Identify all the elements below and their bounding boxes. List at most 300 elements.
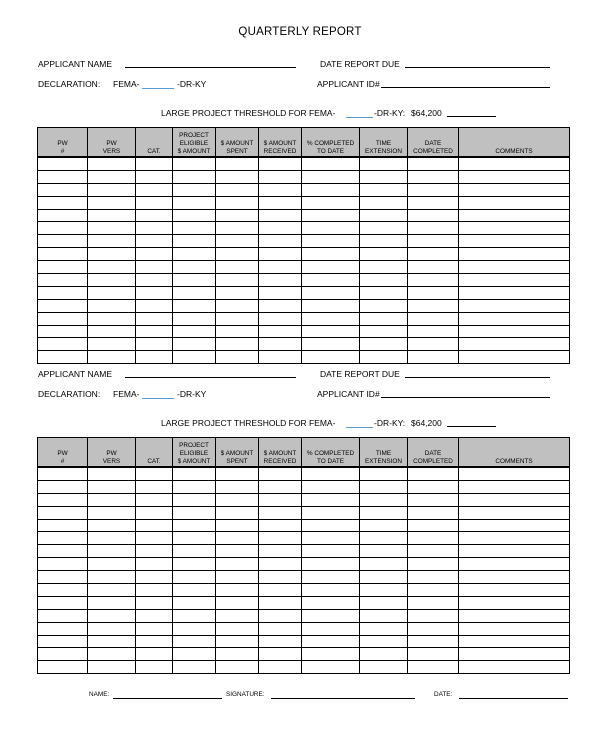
table-cell[interactable] xyxy=(302,196,360,209)
table-cell[interactable] xyxy=(408,635,459,648)
table-cell[interactable] xyxy=(136,235,173,248)
table-cell[interactable] xyxy=(136,609,173,622)
table-cell[interactable] xyxy=(173,338,216,351)
declaration-number-field[interactable] xyxy=(142,398,174,399)
table-cell[interactable] xyxy=(136,183,173,196)
table-cell[interactable] xyxy=(259,325,302,338)
table-cell[interactable] xyxy=(408,248,459,261)
table-cell[interactable] xyxy=(216,571,259,584)
table-cell[interactable] xyxy=(259,248,302,261)
table-cell[interactable] xyxy=(136,274,173,287)
table-cell[interactable] xyxy=(259,274,302,287)
table-cell[interactable] xyxy=(408,596,459,609)
table-cell[interactable] xyxy=(302,558,360,571)
table-cell[interactable] xyxy=(38,274,88,287)
table-cell[interactable] xyxy=(38,157,88,170)
table-cell[interactable] xyxy=(302,209,360,222)
table-cell[interactable] xyxy=(302,286,360,299)
table-cell[interactable] xyxy=(173,274,216,287)
table-cell[interactable] xyxy=(136,338,173,351)
table-cell[interactable] xyxy=(408,609,459,622)
table-cell[interactable] xyxy=(88,609,136,622)
table-cell[interactable] xyxy=(216,248,259,261)
table-cell[interactable] xyxy=(38,222,88,235)
table-cell[interactable] xyxy=(38,635,88,648)
table-cell[interactable] xyxy=(173,506,216,519)
table-cell[interactable] xyxy=(38,558,88,571)
table-cell[interactable] xyxy=(360,196,408,209)
table-cell[interactable] xyxy=(259,622,302,635)
table-cell[interactable] xyxy=(38,261,88,274)
table-cell[interactable] xyxy=(459,480,570,493)
table-cell[interactable] xyxy=(259,519,302,532)
table-cell[interactable] xyxy=(88,351,136,364)
threshold-fema-number-field[interactable] xyxy=(346,117,373,118)
table-cell[interactable] xyxy=(38,609,88,622)
applicant-id-field[interactable] xyxy=(381,397,550,398)
table-cell[interactable] xyxy=(459,351,570,364)
table-cell[interactable] xyxy=(360,532,408,545)
table-cell[interactable] xyxy=(302,648,360,661)
table-cell[interactable] xyxy=(216,558,259,571)
table-cell[interactable] xyxy=(216,286,259,299)
table-cell[interactable] xyxy=(302,351,360,364)
table-cell[interactable] xyxy=(38,519,88,532)
table-cell[interactable] xyxy=(136,584,173,597)
table-cell[interactable] xyxy=(88,558,136,571)
table-cell[interactable] xyxy=(38,622,88,635)
table-cell[interactable] xyxy=(173,286,216,299)
table-cell[interactable] xyxy=(302,545,360,558)
table-cell[interactable] xyxy=(360,183,408,196)
table-cell[interactable] xyxy=(136,571,173,584)
footer-signature-field[interactable] xyxy=(271,698,415,699)
table-cell[interactable] xyxy=(408,299,459,312)
table-cell[interactable] xyxy=(136,506,173,519)
table-cell[interactable] xyxy=(136,209,173,222)
table-cell[interactable] xyxy=(360,622,408,635)
table-cell[interactable] xyxy=(459,584,570,597)
table-cell[interactable] xyxy=(88,196,136,209)
table-cell[interactable] xyxy=(173,532,216,545)
table-cell[interactable] xyxy=(88,183,136,196)
applicant-name-field[interactable] xyxy=(125,377,296,378)
table-cell[interactable] xyxy=(459,532,570,545)
table-cell[interactable] xyxy=(216,661,259,674)
table-cell[interactable] xyxy=(38,351,88,364)
table-cell[interactable] xyxy=(360,274,408,287)
table-cell[interactable] xyxy=(360,519,408,532)
table-cell[interactable] xyxy=(408,170,459,183)
table-cell[interactable] xyxy=(259,183,302,196)
table-cell[interactable] xyxy=(360,351,408,364)
table-cell[interactable] xyxy=(408,519,459,532)
table-cell[interactable] xyxy=(459,286,570,299)
table-cell[interactable] xyxy=(408,312,459,325)
table-cell[interactable] xyxy=(88,571,136,584)
table-cell[interactable] xyxy=(38,480,88,493)
table-cell[interactable] xyxy=(173,571,216,584)
table-cell[interactable] xyxy=(173,467,216,480)
table-cell[interactable] xyxy=(88,209,136,222)
table-cell[interactable] xyxy=(173,235,216,248)
table-cell[interactable] xyxy=(88,338,136,351)
table-cell[interactable] xyxy=(88,648,136,661)
table-cell[interactable] xyxy=(136,648,173,661)
table-cell[interactable] xyxy=(459,183,570,196)
table-cell[interactable] xyxy=(136,545,173,558)
table-cell[interactable] xyxy=(259,609,302,622)
table-cell[interactable] xyxy=(459,519,570,532)
table-cell[interactable] xyxy=(259,584,302,597)
table-cell[interactable] xyxy=(173,299,216,312)
table-cell[interactable] xyxy=(360,596,408,609)
table-cell[interactable] xyxy=(408,584,459,597)
table-cell[interactable] xyxy=(38,286,88,299)
table-cell[interactable] xyxy=(459,596,570,609)
table-cell[interactable] xyxy=(259,338,302,351)
declaration-number-field[interactable] xyxy=(142,88,174,89)
table-cell[interactable] xyxy=(173,196,216,209)
table-cell[interactable] xyxy=(408,480,459,493)
table-cell[interactable] xyxy=(88,545,136,558)
table-cell[interactable] xyxy=(302,596,360,609)
table-cell[interactable] xyxy=(302,609,360,622)
table-cell[interactable] xyxy=(136,325,173,338)
table-cell[interactable] xyxy=(459,609,570,622)
table-cell[interactable] xyxy=(360,312,408,325)
table-cell[interactable] xyxy=(136,519,173,532)
table-cell[interactable] xyxy=(360,261,408,274)
table-cell[interactable] xyxy=(302,261,360,274)
table-cell[interactable] xyxy=(360,286,408,299)
table-cell[interactable] xyxy=(360,299,408,312)
table-cell[interactable] xyxy=(408,648,459,661)
table-cell[interactable] xyxy=(408,261,459,274)
table-cell[interactable] xyxy=(408,274,459,287)
table-cell[interactable] xyxy=(216,170,259,183)
table-cell[interactable] xyxy=(360,480,408,493)
table-cell[interactable] xyxy=(173,325,216,338)
table-cell[interactable] xyxy=(173,312,216,325)
table-cell[interactable] xyxy=(360,493,408,506)
table-cell[interactable] xyxy=(360,545,408,558)
table-cell[interactable] xyxy=(408,325,459,338)
table-cell[interactable] xyxy=(408,157,459,170)
table-cell[interactable] xyxy=(459,545,570,558)
table-cell[interactable] xyxy=(459,248,570,261)
table-cell[interactable] xyxy=(259,261,302,274)
table-cell[interactable] xyxy=(360,157,408,170)
table-cell[interactable] xyxy=(136,351,173,364)
table-cell[interactable] xyxy=(88,493,136,506)
table-cell[interactable] xyxy=(408,209,459,222)
table-cell[interactable] xyxy=(216,480,259,493)
table-cell[interactable] xyxy=(136,157,173,170)
table-cell[interactable] xyxy=(360,648,408,661)
table-cell[interactable] xyxy=(216,351,259,364)
table-cell[interactable] xyxy=(88,299,136,312)
table-cell[interactable] xyxy=(259,467,302,480)
table-cell[interactable] xyxy=(459,157,570,170)
table-cell[interactable] xyxy=(408,558,459,571)
table-cell[interactable] xyxy=(302,467,360,480)
table-cell[interactable] xyxy=(173,351,216,364)
table-cell[interactable] xyxy=(360,325,408,338)
table-cell[interactable] xyxy=(302,299,360,312)
table-cell[interactable] xyxy=(259,532,302,545)
table-cell[interactable] xyxy=(360,467,408,480)
table-cell[interactable] xyxy=(408,351,459,364)
table-cell[interactable] xyxy=(408,196,459,209)
table-cell[interactable] xyxy=(459,170,570,183)
table-cell[interactable] xyxy=(302,274,360,287)
table-cell[interactable] xyxy=(259,170,302,183)
table-cell[interactable] xyxy=(88,170,136,183)
table-cell[interactable] xyxy=(136,661,173,674)
table-cell[interactable] xyxy=(259,286,302,299)
table-cell[interactable] xyxy=(88,235,136,248)
table-cell[interactable] xyxy=(459,506,570,519)
table-cell[interactable] xyxy=(408,235,459,248)
table-cell[interactable] xyxy=(88,274,136,287)
table-cell[interactable] xyxy=(459,261,570,274)
table-cell[interactable] xyxy=(259,235,302,248)
table-cell[interactable] xyxy=(408,532,459,545)
table-cell[interactable] xyxy=(459,661,570,674)
table-cell[interactable] xyxy=(136,622,173,635)
table-cell[interactable] xyxy=(459,312,570,325)
table-cell[interactable] xyxy=(88,596,136,609)
table-cell[interactable] xyxy=(88,635,136,648)
table-cell[interactable] xyxy=(459,209,570,222)
table-cell[interactable] xyxy=(136,493,173,506)
table-cell[interactable] xyxy=(360,209,408,222)
table-cell[interactable] xyxy=(408,493,459,506)
table-cell[interactable] xyxy=(259,558,302,571)
table-cell[interactable] xyxy=(459,635,570,648)
table-cell[interactable] xyxy=(88,661,136,674)
table-cell[interactable] xyxy=(216,609,259,622)
table-cell[interactable] xyxy=(302,519,360,532)
table-cell[interactable] xyxy=(259,661,302,674)
table-cell[interactable] xyxy=(216,157,259,170)
table-cell[interactable] xyxy=(88,622,136,635)
table-cell[interactable] xyxy=(88,532,136,545)
table-cell[interactable] xyxy=(38,467,88,480)
table-cell[interactable] xyxy=(38,506,88,519)
table-cell[interactable] xyxy=(38,299,88,312)
table-cell[interactable] xyxy=(216,299,259,312)
table-cell[interactable] xyxy=(360,506,408,519)
table-cell[interactable] xyxy=(302,183,360,196)
table-cell[interactable] xyxy=(216,596,259,609)
table-cell[interactable] xyxy=(216,261,259,274)
table-cell[interactable] xyxy=(216,325,259,338)
table-cell[interactable] xyxy=(173,622,216,635)
date-report-due-field[interactable] xyxy=(405,377,550,378)
table-cell[interactable] xyxy=(259,506,302,519)
table-cell[interactable] xyxy=(173,661,216,674)
table-cell[interactable] xyxy=(173,584,216,597)
table-cell[interactable] xyxy=(459,622,570,635)
table-cell[interactable] xyxy=(38,661,88,674)
table-cell[interactable] xyxy=(259,648,302,661)
table-cell[interactable] xyxy=(360,584,408,597)
table-cell[interactable] xyxy=(38,235,88,248)
table-cell[interactable] xyxy=(38,183,88,196)
table-cell[interactable] xyxy=(136,596,173,609)
table-cell[interactable] xyxy=(88,325,136,338)
table-cell[interactable] xyxy=(459,235,570,248)
table-cell[interactable] xyxy=(459,558,570,571)
table-cell[interactable] xyxy=(136,558,173,571)
table-cell[interactable] xyxy=(216,532,259,545)
table-cell[interactable] xyxy=(38,209,88,222)
table-cell[interactable] xyxy=(259,493,302,506)
table-cell[interactable] xyxy=(302,493,360,506)
table-cell[interactable] xyxy=(459,222,570,235)
table-cell[interactable] xyxy=(136,196,173,209)
table-cell[interactable] xyxy=(302,157,360,170)
table-cell[interactable] xyxy=(408,545,459,558)
table-cell[interactable] xyxy=(360,222,408,235)
table-cell[interactable] xyxy=(302,325,360,338)
table-cell[interactable] xyxy=(136,248,173,261)
table-cell[interactable] xyxy=(88,480,136,493)
threshold-fema-number-field[interactable] xyxy=(346,427,373,428)
table-cell[interactable] xyxy=(136,170,173,183)
table-cell[interactable] xyxy=(259,157,302,170)
table-cell[interactable] xyxy=(38,584,88,597)
table-cell[interactable] xyxy=(259,351,302,364)
table-cell[interactable] xyxy=(459,493,570,506)
table-cell[interactable] xyxy=(173,157,216,170)
table-cell[interactable] xyxy=(38,545,88,558)
table-cell[interactable] xyxy=(216,635,259,648)
table-cell[interactable] xyxy=(173,248,216,261)
table-cell[interactable] xyxy=(136,299,173,312)
footer-date-field[interactable] xyxy=(459,698,568,699)
table-cell[interactable] xyxy=(302,571,360,584)
table-cell[interactable] xyxy=(459,467,570,480)
table-cell[interactable] xyxy=(173,635,216,648)
table-cell[interactable] xyxy=(360,609,408,622)
table-cell[interactable] xyxy=(408,286,459,299)
table-cell[interactable] xyxy=(408,571,459,584)
table-cell[interactable] xyxy=(173,183,216,196)
table-cell[interactable] xyxy=(302,506,360,519)
table-cell[interactable] xyxy=(216,545,259,558)
table-cell[interactable] xyxy=(38,648,88,661)
table-cell[interactable] xyxy=(38,325,88,338)
table-cell[interactable] xyxy=(88,467,136,480)
table-cell[interactable] xyxy=(173,222,216,235)
table-cell[interactable] xyxy=(302,248,360,261)
table-cell[interactable] xyxy=(216,183,259,196)
table-cell[interactable] xyxy=(173,480,216,493)
table-cell[interactable] xyxy=(216,584,259,597)
table-cell[interactable] xyxy=(38,312,88,325)
table-cell[interactable] xyxy=(459,338,570,351)
table-cell[interactable] xyxy=(88,157,136,170)
table-cell[interactable] xyxy=(459,325,570,338)
table-cell[interactable] xyxy=(173,170,216,183)
table-cell[interactable] xyxy=(216,493,259,506)
table-cell[interactable] xyxy=(216,506,259,519)
table-cell[interactable] xyxy=(259,480,302,493)
table-cell[interactable] xyxy=(302,622,360,635)
table-cell[interactable] xyxy=(88,286,136,299)
table-cell[interactable] xyxy=(88,261,136,274)
table-cell[interactable] xyxy=(216,467,259,480)
table-cell[interactable] xyxy=(302,338,360,351)
table-cell[interactable] xyxy=(360,571,408,584)
table-cell[interactable] xyxy=(302,480,360,493)
table-cell[interactable] xyxy=(216,196,259,209)
table-cell[interactable] xyxy=(38,170,88,183)
table-cell[interactable] xyxy=(173,558,216,571)
table-cell[interactable] xyxy=(88,222,136,235)
table-cell[interactable] xyxy=(408,506,459,519)
table-cell[interactable] xyxy=(408,622,459,635)
table-cell[interactable] xyxy=(302,584,360,597)
table-cell[interactable] xyxy=(459,196,570,209)
table-cell[interactable] xyxy=(360,235,408,248)
table-cell[interactable] xyxy=(88,312,136,325)
table-cell[interactable] xyxy=(136,261,173,274)
table-cell[interactable] xyxy=(38,248,88,261)
table-cell[interactable] xyxy=(259,222,302,235)
table-cell[interactable] xyxy=(216,338,259,351)
table-cell[interactable] xyxy=(173,596,216,609)
table-cell[interactable] xyxy=(408,222,459,235)
table-cell[interactable] xyxy=(216,648,259,661)
table-cell[interactable] xyxy=(38,532,88,545)
table-cell[interactable] xyxy=(302,635,360,648)
table-cell[interactable] xyxy=(259,596,302,609)
table-cell[interactable] xyxy=(408,338,459,351)
table-cell[interactable] xyxy=(173,609,216,622)
table-cell[interactable] xyxy=(408,183,459,196)
table-cell[interactable] xyxy=(302,532,360,545)
table-cell[interactable] xyxy=(459,571,570,584)
table-cell[interactable] xyxy=(259,545,302,558)
table-cell[interactable] xyxy=(259,635,302,648)
table-cell[interactable] xyxy=(38,196,88,209)
table-cell[interactable] xyxy=(360,661,408,674)
table-cell[interactable] xyxy=(88,584,136,597)
table-cell[interactable] xyxy=(136,312,173,325)
table-cell[interactable] xyxy=(459,274,570,287)
table-cell[interactable] xyxy=(259,209,302,222)
table-cell[interactable] xyxy=(173,545,216,558)
table-cell[interactable] xyxy=(360,558,408,571)
table-cell[interactable] xyxy=(408,467,459,480)
table-cell[interactable] xyxy=(216,274,259,287)
table-cell[interactable] xyxy=(88,248,136,261)
table-cell[interactable] xyxy=(38,493,88,506)
table-cell[interactable] xyxy=(136,635,173,648)
applicant-id-field[interactable] xyxy=(381,87,550,88)
table-cell[interactable] xyxy=(136,532,173,545)
table-cell[interactable] xyxy=(173,261,216,274)
table-cell[interactable] xyxy=(360,635,408,648)
table-cell[interactable] xyxy=(216,222,259,235)
footer-name-field[interactable] xyxy=(113,698,222,699)
table-cell[interactable] xyxy=(173,648,216,661)
table-cell[interactable] xyxy=(360,338,408,351)
